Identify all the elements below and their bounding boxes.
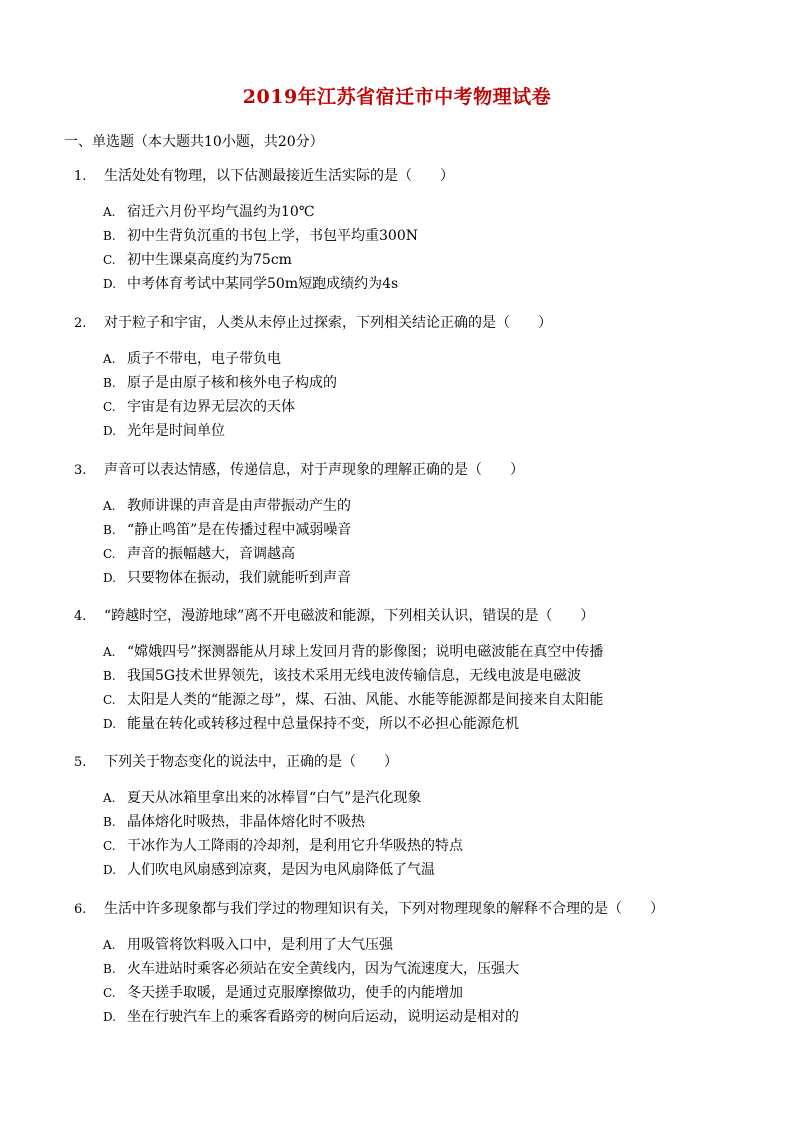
option-list xyxy=(103,641,734,737)
question-number: 4. xyxy=(74,609,87,624)
option-letter: B. xyxy=(103,669,116,683)
option-c xyxy=(103,396,734,420)
option-b xyxy=(103,519,734,543)
option-text: 坐在行驶汽车上的乘客看路旁的树向后运动，说明运动是相对的 xyxy=(127,1009,519,1025)
option-text: 宇宙是有边界无层次的天体 xyxy=(127,399,295,415)
question-stem: 下列关于物态变化的说法中，正确的是（ ） xyxy=(104,754,398,770)
option-text: 干冰作为人工降雨的冷却剂，是利用它升华吸热的特点 xyxy=(127,838,463,854)
option-b xyxy=(103,811,734,835)
question-number: 5. xyxy=(74,755,87,770)
option-c xyxy=(103,835,734,859)
option-letter: C. xyxy=(103,693,116,707)
option-b xyxy=(103,372,734,396)
question-3 xyxy=(74,459,734,591)
question-stem-row xyxy=(74,898,734,920)
question-number: 6. xyxy=(74,902,87,917)
option-a xyxy=(103,201,734,225)
option-c xyxy=(103,249,734,273)
option-text: 初中生背负沉重的书包上学，书包平均重300N xyxy=(127,228,418,244)
option-d xyxy=(103,713,734,737)
option-a xyxy=(103,495,734,519)
option-list xyxy=(103,348,734,444)
option-c xyxy=(103,689,734,713)
option-letter: A. xyxy=(103,205,116,219)
option-d xyxy=(103,273,734,297)
option-text: 晶体熔化时吸热，非晶体熔化时不吸热 xyxy=(127,814,365,830)
question-number: 2. xyxy=(74,316,87,331)
question-stem-row xyxy=(74,459,734,481)
option-letter: A. xyxy=(103,938,116,952)
exam-title: 2019年江苏省宿迁市中考物理试卷 xyxy=(242,86,552,108)
option-letter: A. xyxy=(103,352,116,366)
option-text: “嫦娥四号”探测器能从月球上发回月背的影像图；说明电磁波能在真空中传播 xyxy=(127,644,604,660)
option-d xyxy=(103,567,734,591)
option-d xyxy=(103,420,734,444)
option-letter: D. xyxy=(103,277,117,291)
option-c xyxy=(103,982,734,1006)
question-stem-row xyxy=(74,605,734,627)
question-number: 1. xyxy=(74,169,87,184)
option-letter: C. xyxy=(103,400,116,414)
option-text: 火车进站时乘客必须站在安全黄线内，因为气流速度大，压强大 xyxy=(127,961,519,977)
question-stem: 声音可以表达情感，传递信息，对于声现象的理解正确的是（ ） xyxy=(104,462,524,478)
option-text: 光年是时间单位 xyxy=(127,423,225,439)
option-list xyxy=(103,201,734,297)
option-list xyxy=(103,495,734,591)
question-stem-row xyxy=(74,165,734,187)
option-d xyxy=(103,1006,734,1030)
option-text: 冬天搓手取暖，是通过克服摩擦做功，使手的内能增加 xyxy=(127,985,463,1001)
option-text: 初中生课桌高度约为75cm xyxy=(127,252,292,268)
question-stem-row xyxy=(74,751,734,773)
option-text: 教师讲课的声音是由声带振动产生的 xyxy=(127,498,351,514)
option-text: 声音的振幅越大，音调越高 xyxy=(127,546,295,562)
option-text: 人们吹电风扇感到凉爽，是因为电风扇降低了气温 xyxy=(127,862,435,878)
option-text: 原子是由原子核和核外电子构成的 xyxy=(127,375,337,391)
option-text: 用吸管将饮料吸入口中，是利用了大气压强 xyxy=(127,937,393,953)
option-a xyxy=(103,934,734,958)
option-text: 只要物体在振动，我们就能听到声音 xyxy=(127,570,351,586)
question-5 xyxy=(74,751,734,883)
option-text: 太阳是人类的“能源之母”，煤、石油、风能、水能等能源都是间接来自太阳能 xyxy=(127,692,604,708)
option-letter: B. xyxy=(103,229,116,243)
option-text: 我国5G技术世界领先，该技术采用无线电波传输信息，无线电波是电磁波 xyxy=(127,668,582,684)
option-text: “静止鸣笛”是在传播过程中减弱噪音 xyxy=(127,522,352,538)
option-letter: B. xyxy=(103,376,116,390)
option-letter: D. xyxy=(103,424,117,438)
option-text: 夏天从冰箱里拿出来的冰棒冒“白气”是汽化现象 xyxy=(127,790,422,806)
option-letter: D. xyxy=(103,863,117,877)
option-b xyxy=(103,225,734,249)
option-letter: B. xyxy=(103,962,116,976)
question-2 xyxy=(74,312,734,444)
option-letter: C. xyxy=(103,986,116,1000)
question-1 xyxy=(74,165,734,297)
option-list xyxy=(103,787,734,883)
question-stem: 对于粒子和宇宙，人类从未停止过探索，下列相关结论正确的是（ ） xyxy=(104,315,552,331)
option-letter: A. xyxy=(103,499,116,513)
question-stem: “跨越时空，漫游地球”离不开电磁波和能源，下列相关认识，错误的是（ ） xyxy=(104,608,595,624)
question-6 xyxy=(74,898,734,1030)
option-letter: A. xyxy=(103,645,116,659)
option-text: 宿迁六月份平均气温约为10℃ xyxy=(127,204,315,220)
option-d xyxy=(103,859,734,883)
option-letter: A. xyxy=(103,791,116,805)
option-text: 能量在转化或转移过程中总量保持不变，所以不必担心能源危机 xyxy=(127,716,519,732)
question-4 xyxy=(74,605,734,737)
option-text: 中考体育考试中某同学50m短跑成绩约为4s xyxy=(127,276,399,292)
option-b xyxy=(103,665,734,689)
option-letter: C. xyxy=(103,253,116,267)
option-letter: C. xyxy=(103,547,116,561)
option-letter: C. xyxy=(103,839,116,853)
option-a xyxy=(103,641,734,665)
question-number: 3. xyxy=(74,463,87,478)
question-stem-row xyxy=(74,312,734,334)
option-b xyxy=(103,958,734,982)
option-letter: D. xyxy=(103,717,117,731)
section-heading: 一、单选题（本大题共10小题，共20分） xyxy=(64,134,324,150)
option-letter: D. xyxy=(103,571,117,585)
option-letter: B. xyxy=(103,815,116,829)
option-a xyxy=(103,787,734,811)
option-letter: D. xyxy=(103,1010,117,1024)
option-text: 质子不带电，电子带负电 xyxy=(127,351,281,367)
option-list xyxy=(103,934,734,1030)
question-stem: 生活中许多现象都与我们学过的物理知识有关，下列对物理现象的解释不合理的是（ ） xyxy=(104,901,664,917)
option-c xyxy=(103,543,734,567)
question-stem: 生活处处有物理，以下估测最接近生活实际的是（ ） xyxy=(104,168,454,184)
option-letter: B. xyxy=(103,523,116,537)
option-a xyxy=(103,348,734,372)
